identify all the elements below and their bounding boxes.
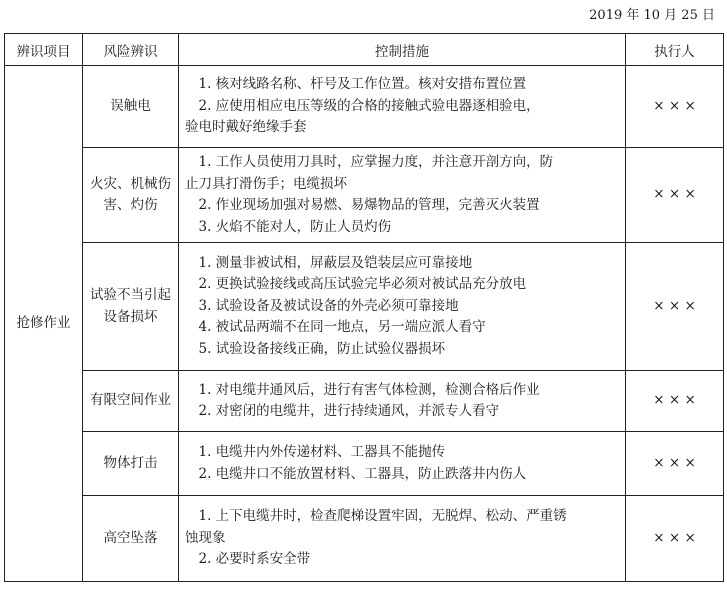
risk-cell: 高空坠落 — [83, 496, 179, 582]
executor-cell: × × × — [626, 66, 724, 148]
executor-cell: × × × — [626, 243, 724, 371]
measure-line: 2. 对密闭的电缆井，进行持续通风，并派专人看守 — [198, 403, 500, 419]
risk-cell: 物体打击 — [83, 432, 179, 496]
measure-line: 蚀现象 — [185, 529, 226, 546]
measure-cell — [179, 66, 626, 148]
executor-cell: × × × — [626, 432, 724, 496]
risk-cell: 有限空间作业 — [83, 371, 179, 432]
measure-line: 1. 工作人员使用刀具时，应掌握力度，并注意开剖方向，防 — [198, 154, 554, 170]
measure-line: 1. 电缆井内外传递材料、工器具不能抛传 — [198, 444, 446, 460]
header-risk: 风险辨识 — [83, 34, 179, 66]
measure-line: 5. 试验设备接线正确，防止试验仪器损坏 — [198, 340, 446, 357]
measure-line: 1. 上下电缆井时，检查爬梯设置牢固，无脱焊、松动、严重锈 — [198, 508, 567, 525]
measure-cell — [179, 371, 626, 432]
executor-cell: × × × — [626, 371, 724, 432]
risk-cell: 误触电 — [83, 66, 179, 148]
measure-line: 1. 测量非被试相，屏蔽层及铠装层应可靠接地 — [198, 254, 473, 271]
measure-line: 1. 核对线路名称、杆号及工作位置。核对安措布置位置 — [198, 76, 527, 93]
table-row — [5, 432, 724, 496]
table-row — [5, 148, 724, 243]
executor-cell: × × × — [626, 496, 724, 582]
measure-line: 2. 应使用相应电压等级的合格的接触式验电器逐相验电， — [198, 97, 540, 114]
table-row — [5, 66, 724, 148]
measure-line: 1. 对电缆井通风后，进行有害气体检测，检测合格后作业 — [198, 381, 540, 398]
table-row — [5, 496, 724, 582]
measure-line: 验电时戴好绝缘手套 — [185, 119, 307, 136]
measure-cell — [179, 496, 626, 582]
table-header-row — [5, 34, 724, 66]
measure-line: 3. 试验设备及被试设备的外壳必须可靠接地 — [198, 297, 459, 314]
measure-line: 止刀具打滑伤手；电缆损坏 — [185, 175, 347, 192]
table-row — [5, 371, 724, 432]
measure-line: 2. 必要时系安全带 — [198, 551, 311, 568]
risk-cell: 试验不当引起设备损坏 — [83, 243, 179, 371]
measure-line: 2. 电缆井口不能放置材料、工器具，防止跌落井内伤人 — [198, 465, 527, 482]
risk-cell: 火灾、机械伤害、灼伤 — [83, 148, 179, 243]
measure-line: 3. 火焰不能对人，防止人员灼伤 — [198, 218, 392, 235]
item-cell: 抢修作业 — [5, 66, 83, 582]
table-row — [5, 243, 724, 371]
measure-cell — [179, 432, 626, 496]
risk-control-table — [4, 33, 724, 582]
measure-line: 4. 被试品两端不在同一地点，另一端应派人看守 — [198, 319, 486, 336]
header-executor: 执行人 — [626, 34, 724, 66]
measure-line: 2. 更换试验接线或高压试验完毕必须对被试品充分放电 — [198, 276, 527, 293]
document-date: 2019 年 10 月 25 日 — [589, 8, 715, 23]
header-item: 辨识项目 — [5, 34, 83, 66]
executor-cell: × × × — [626, 148, 724, 243]
measure-cell — [179, 148, 626, 243]
measure-line: 2. 作业现场加强对易燃、易爆物品的管理，完善灭火装置 — [198, 197, 540, 213]
measure-cell — [179, 243, 626, 371]
header-measure: 控制措施 — [179, 34, 626, 66]
